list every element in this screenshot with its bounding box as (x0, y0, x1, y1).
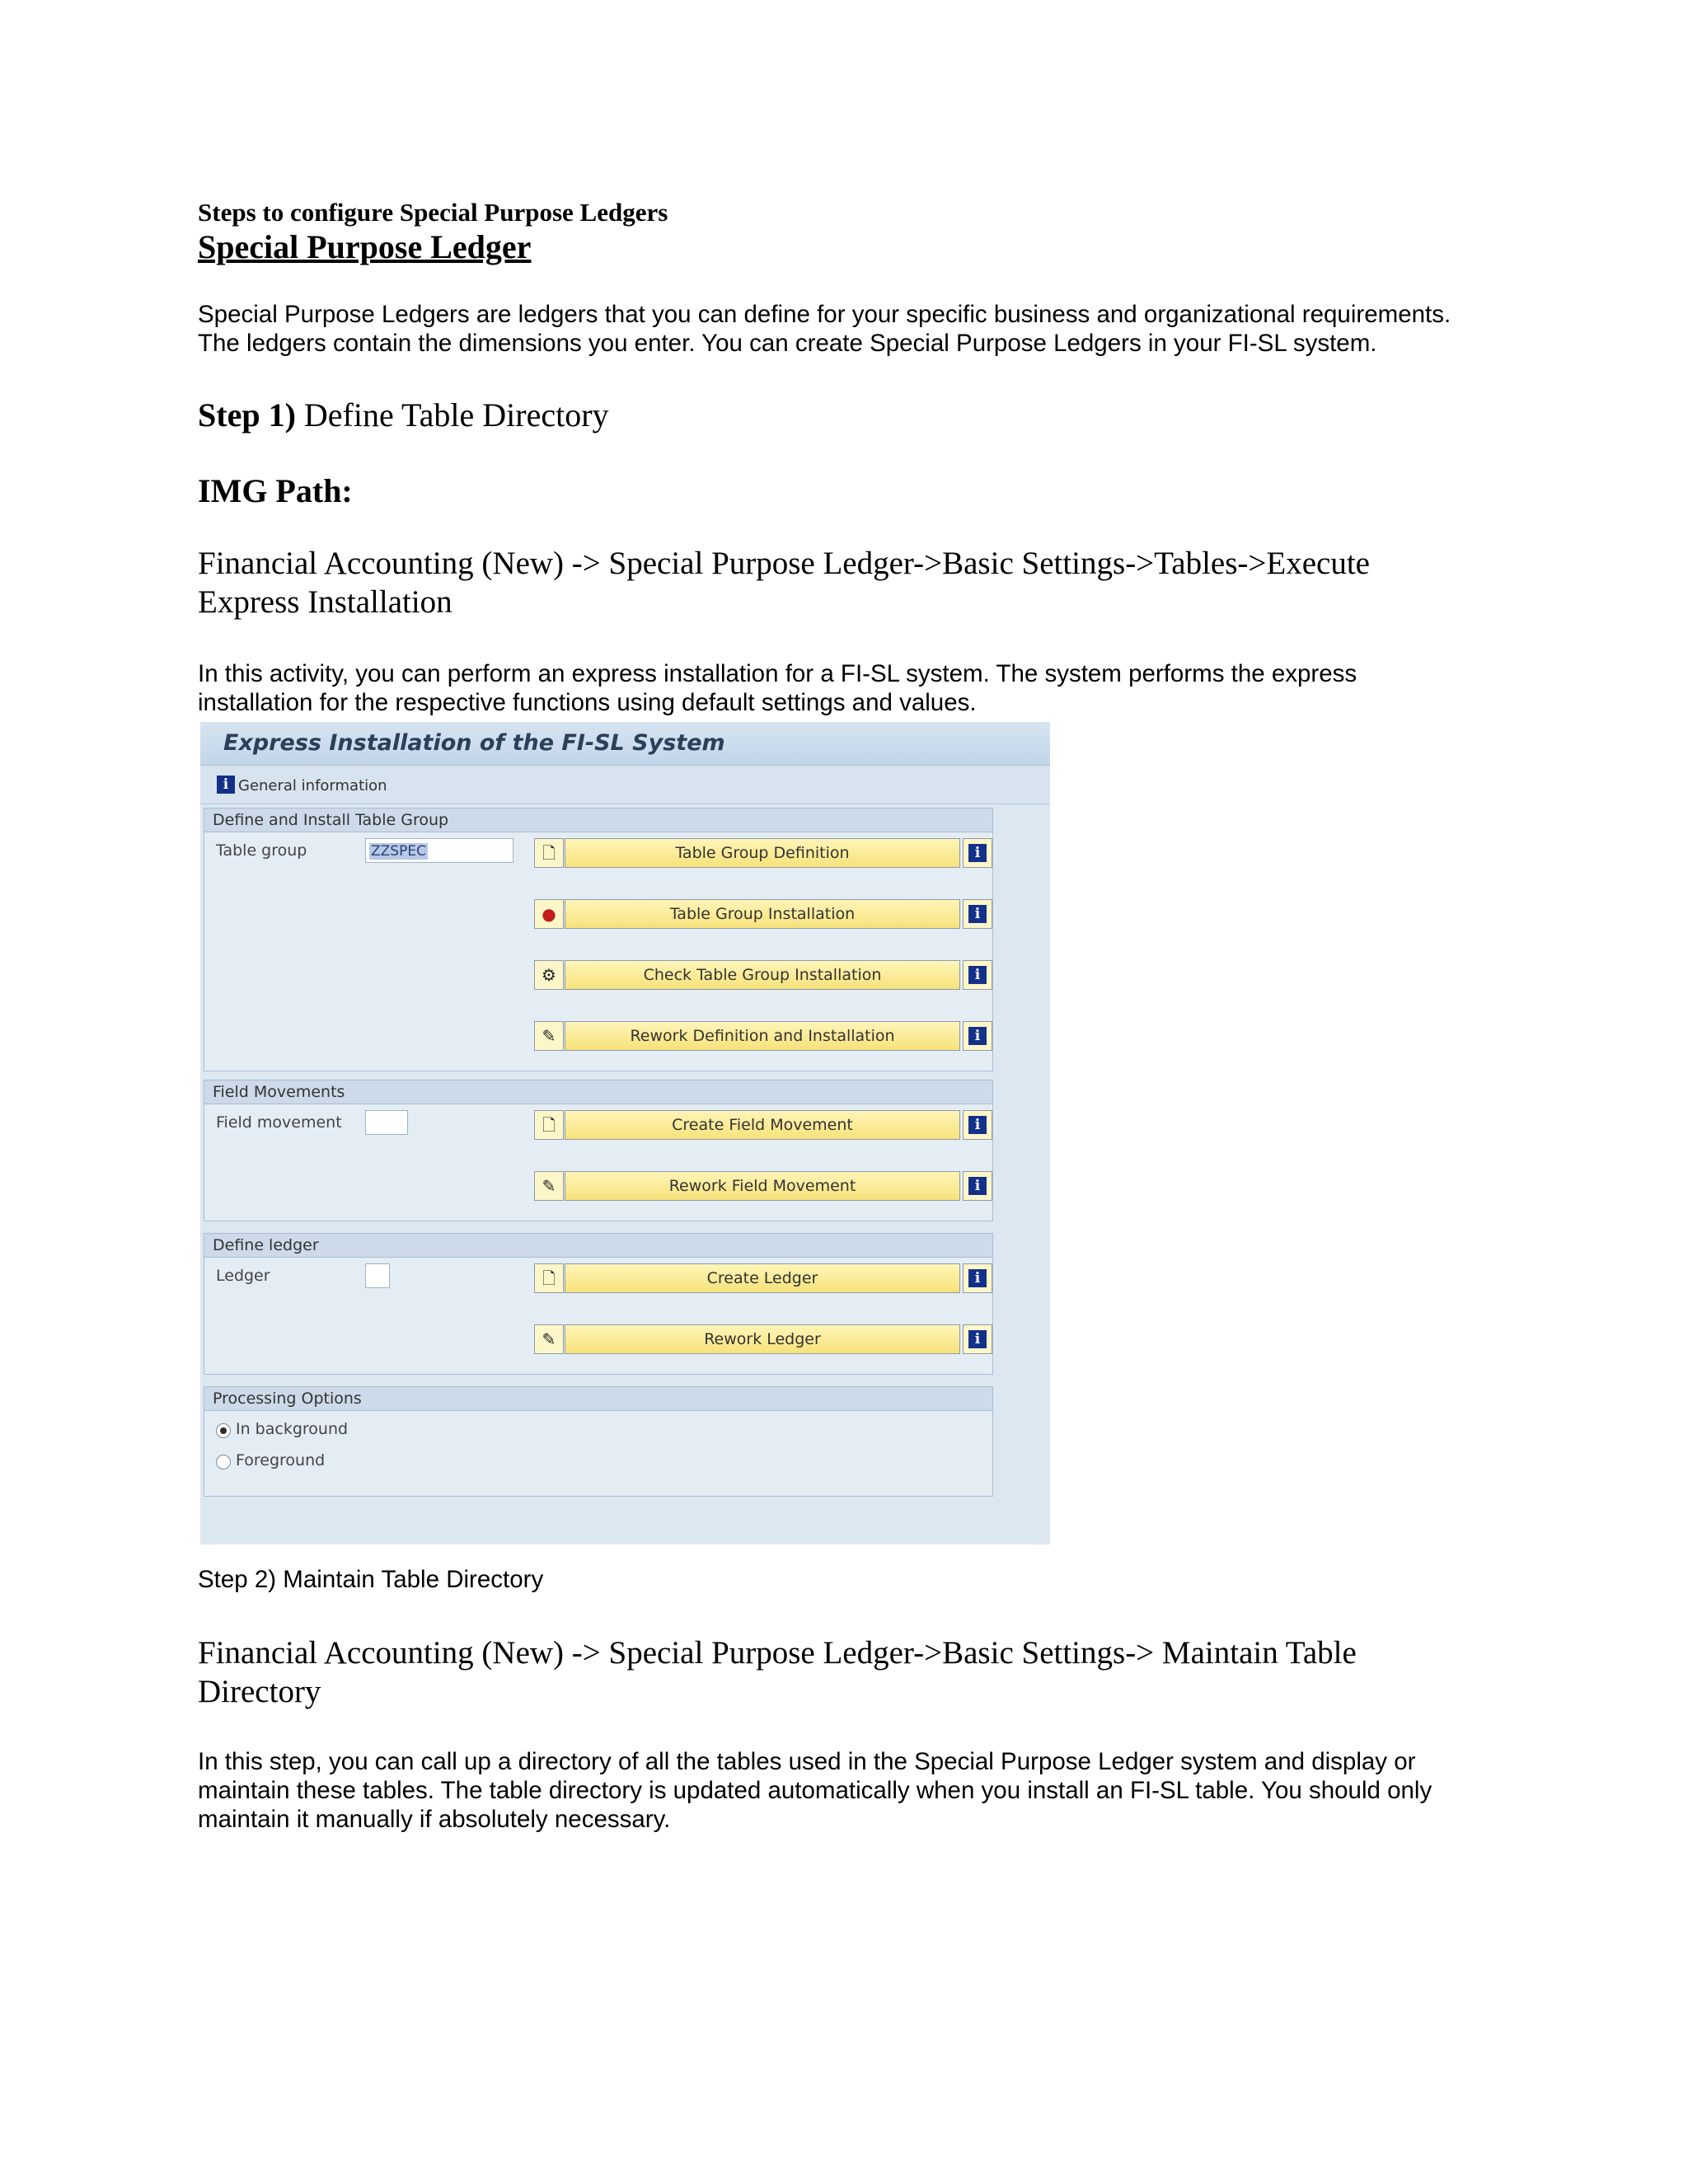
img-path-1 (198, 544, 1484, 621)
table-group-installation-row (534, 899, 992, 929)
group-define-ledger (204, 1233, 993, 1375)
general-information-link[interactable]: General information (238, 777, 387, 794)
table-group-definition-button[interactable]: Table Group Definition (565, 838, 960, 868)
rework-ledger-row (534, 1324, 992, 1354)
table-group-installation-button[interactable]: Table Group Installation (565, 899, 960, 929)
group-header: Processing Options (204, 1387, 992, 1411)
create-ledger-row (534, 1263, 992, 1293)
table-group-value: ZZSPEC (371, 843, 426, 860)
document-title: Special Purpose Ledger (198, 228, 532, 265)
ledger-label: Ledger (216, 1267, 270, 1285)
info-button[interactable] (963, 899, 992, 929)
activity-paragraph (198, 659, 1533, 717)
foreground-radio-label: Foreground (236, 1451, 326, 1469)
pencil-icon[interactable]: ✎ (534, 1324, 564, 1354)
step2-line: maintain it manually if absolutely necessary. (198, 1806, 671, 1833)
check-icon[interactable]: ⚙ (534, 960, 564, 990)
path-line: Financial Accounting (New) -> Special Purpose Ledger->Basic Settings->Tables->Execute (198, 546, 1370, 581)
info-icon[interactable]: i (217, 776, 235, 794)
info-button[interactable] (963, 838, 992, 868)
step2-paragraph (198, 1747, 1533, 1834)
step1-label: Step 1) (198, 396, 296, 434)
sap-window-title: Express Installation of the FI-SL System (223, 730, 725, 756)
info-button[interactable] (963, 1324, 992, 1354)
rework-ledger-button[interactable]: Rework Ledger (565, 1324, 960, 1354)
info-button[interactable] (963, 960, 992, 990)
step1-heading (198, 396, 609, 434)
group-header: Define ledger (204, 1234, 992, 1258)
background-radio-label: In background (236, 1420, 349, 1438)
pencil-icon[interactable]: ✎ (534, 1171, 564, 1201)
info-icon: i (968, 1177, 987, 1195)
create-field-movement-button[interactable]: Create Field Movement (565, 1110, 960, 1140)
info-icon: i (968, 1116, 987, 1134)
check-installation-row (534, 960, 992, 990)
step2-line: maintain these tables. The table directory is updated automatically when you install an FI-SL table. You should only (198, 1777, 1432, 1804)
ledger-input[interactable] (365, 1263, 390, 1288)
path-line: Directory (198, 1674, 321, 1709)
step2-heading: Step 2) Maintain Table Directory (198, 1566, 544, 1593)
group-processing-options (204, 1386, 993, 1497)
field-movement-input[interactable] (365, 1110, 408, 1135)
create-ledger-button[interactable]: Create Ledger (565, 1263, 960, 1293)
info-icon: i (968, 1330, 987, 1348)
field-movement-label: Field movement (216, 1113, 342, 1132)
info-button[interactable] (963, 1110, 992, 1140)
intro-line: The ledgers contain the dimensions you enter. You can create Special Purpose Ledgers in your FI-SL system. (198, 330, 1377, 357)
activity-line: installation for the respective functions using default settings and values. (198, 689, 977, 716)
new-document-icon[interactable]: 🗋 (534, 838, 564, 868)
img-path-2 (198, 1633, 1484, 1711)
intro-paragraph (198, 300, 1533, 358)
foreground-radio[interactable] (216, 1455, 231, 1469)
group-header: Define and Install Table Group (204, 808, 992, 832)
info-button[interactable] (963, 1263, 992, 1293)
pencil-icon[interactable]: ✎ (534, 1021, 564, 1051)
info-icon: i (968, 966, 987, 984)
create-field-movement-row (534, 1110, 992, 1140)
new-document-icon[interactable]: 🗋 (534, 1110, 564, 1140)
step1-text: Define Table Directory (303, 396, 609, 434)
check-table-group-installation-button[interactable]: Check Table Group Installation (565, 960, 960, 990)
info-icon: i (968, 1269, 987, 1287)
group-header: Field Movements (204, 1080, 992, 1104)
sap-title-bar (200, 722, 1050, 766)
table-group-definition-row (534, 838, 992, 868)
intro-line: Special Purpose Ledgers are ledgers that you can define for your specific business and organizational requirements. (198, 301, 1451, 328)
group-field-movements (204, 1080, 993, 1221)
path-line: Express Installation (198, 584, 452, 620)
path-line: Financial Accounting (New) -> Special Purpose Ledger->Basic Settings-> Maintain Table (198, 1635, 1357, 1671)
rework-definition-row (534, 1021, 992, 1051)
rework-field-movement-button[interactable]: Rework Field Movement (565, 1171, 960, 1201)
info-icon: i (968, 905, 987, 923)
info-button[interactable] (963, 1171, 992, 1201)
table-group-input[interactable] (365, 838, 513, 863)
activity-line: In this activity, you can perform an express installation for a FI-SL system. The system performs the express (198, 660, 1357, 687)
rework-definition-installation-button[interactable]: Rework Definition and Installation (565, 1021, 960, 1051)
install-icon[interactable]: ● (534, 899, 564, 929)
sap-toolbar (200, 766, 1050, 804)
sap-screenshot (200, 722, 1050, 1544)
sap-main-area (200, 804, 1050, 1544)
img-path-label: IMG Path: (198, 472, 353, 509)
step2-line: In this step, you can call up a directory of all the tables used in the Special Purpose Ledger system and display or (198, 1748, 1416, 1775)
background-radio[interactable] (216, 1423, 231, 1438)
rework-field-movement-row (534, 1171, 992, 1201)
info-icon: i (968, 1027, 987, 1045)
info-button[interactable] (963, 1021, 992, 1051)
new-document-icon[interactable]: 🗋 (534, 1263, 564, 1293)
table-group-label: Table group (216, 841, 307, 860)
document-subtitle: Steps to configure Special Purpose Ledgers (198, 198, 668, 227)
info-icon: i (968, 844, 987, 862)
group-table (204, 808, 993, 1071)
